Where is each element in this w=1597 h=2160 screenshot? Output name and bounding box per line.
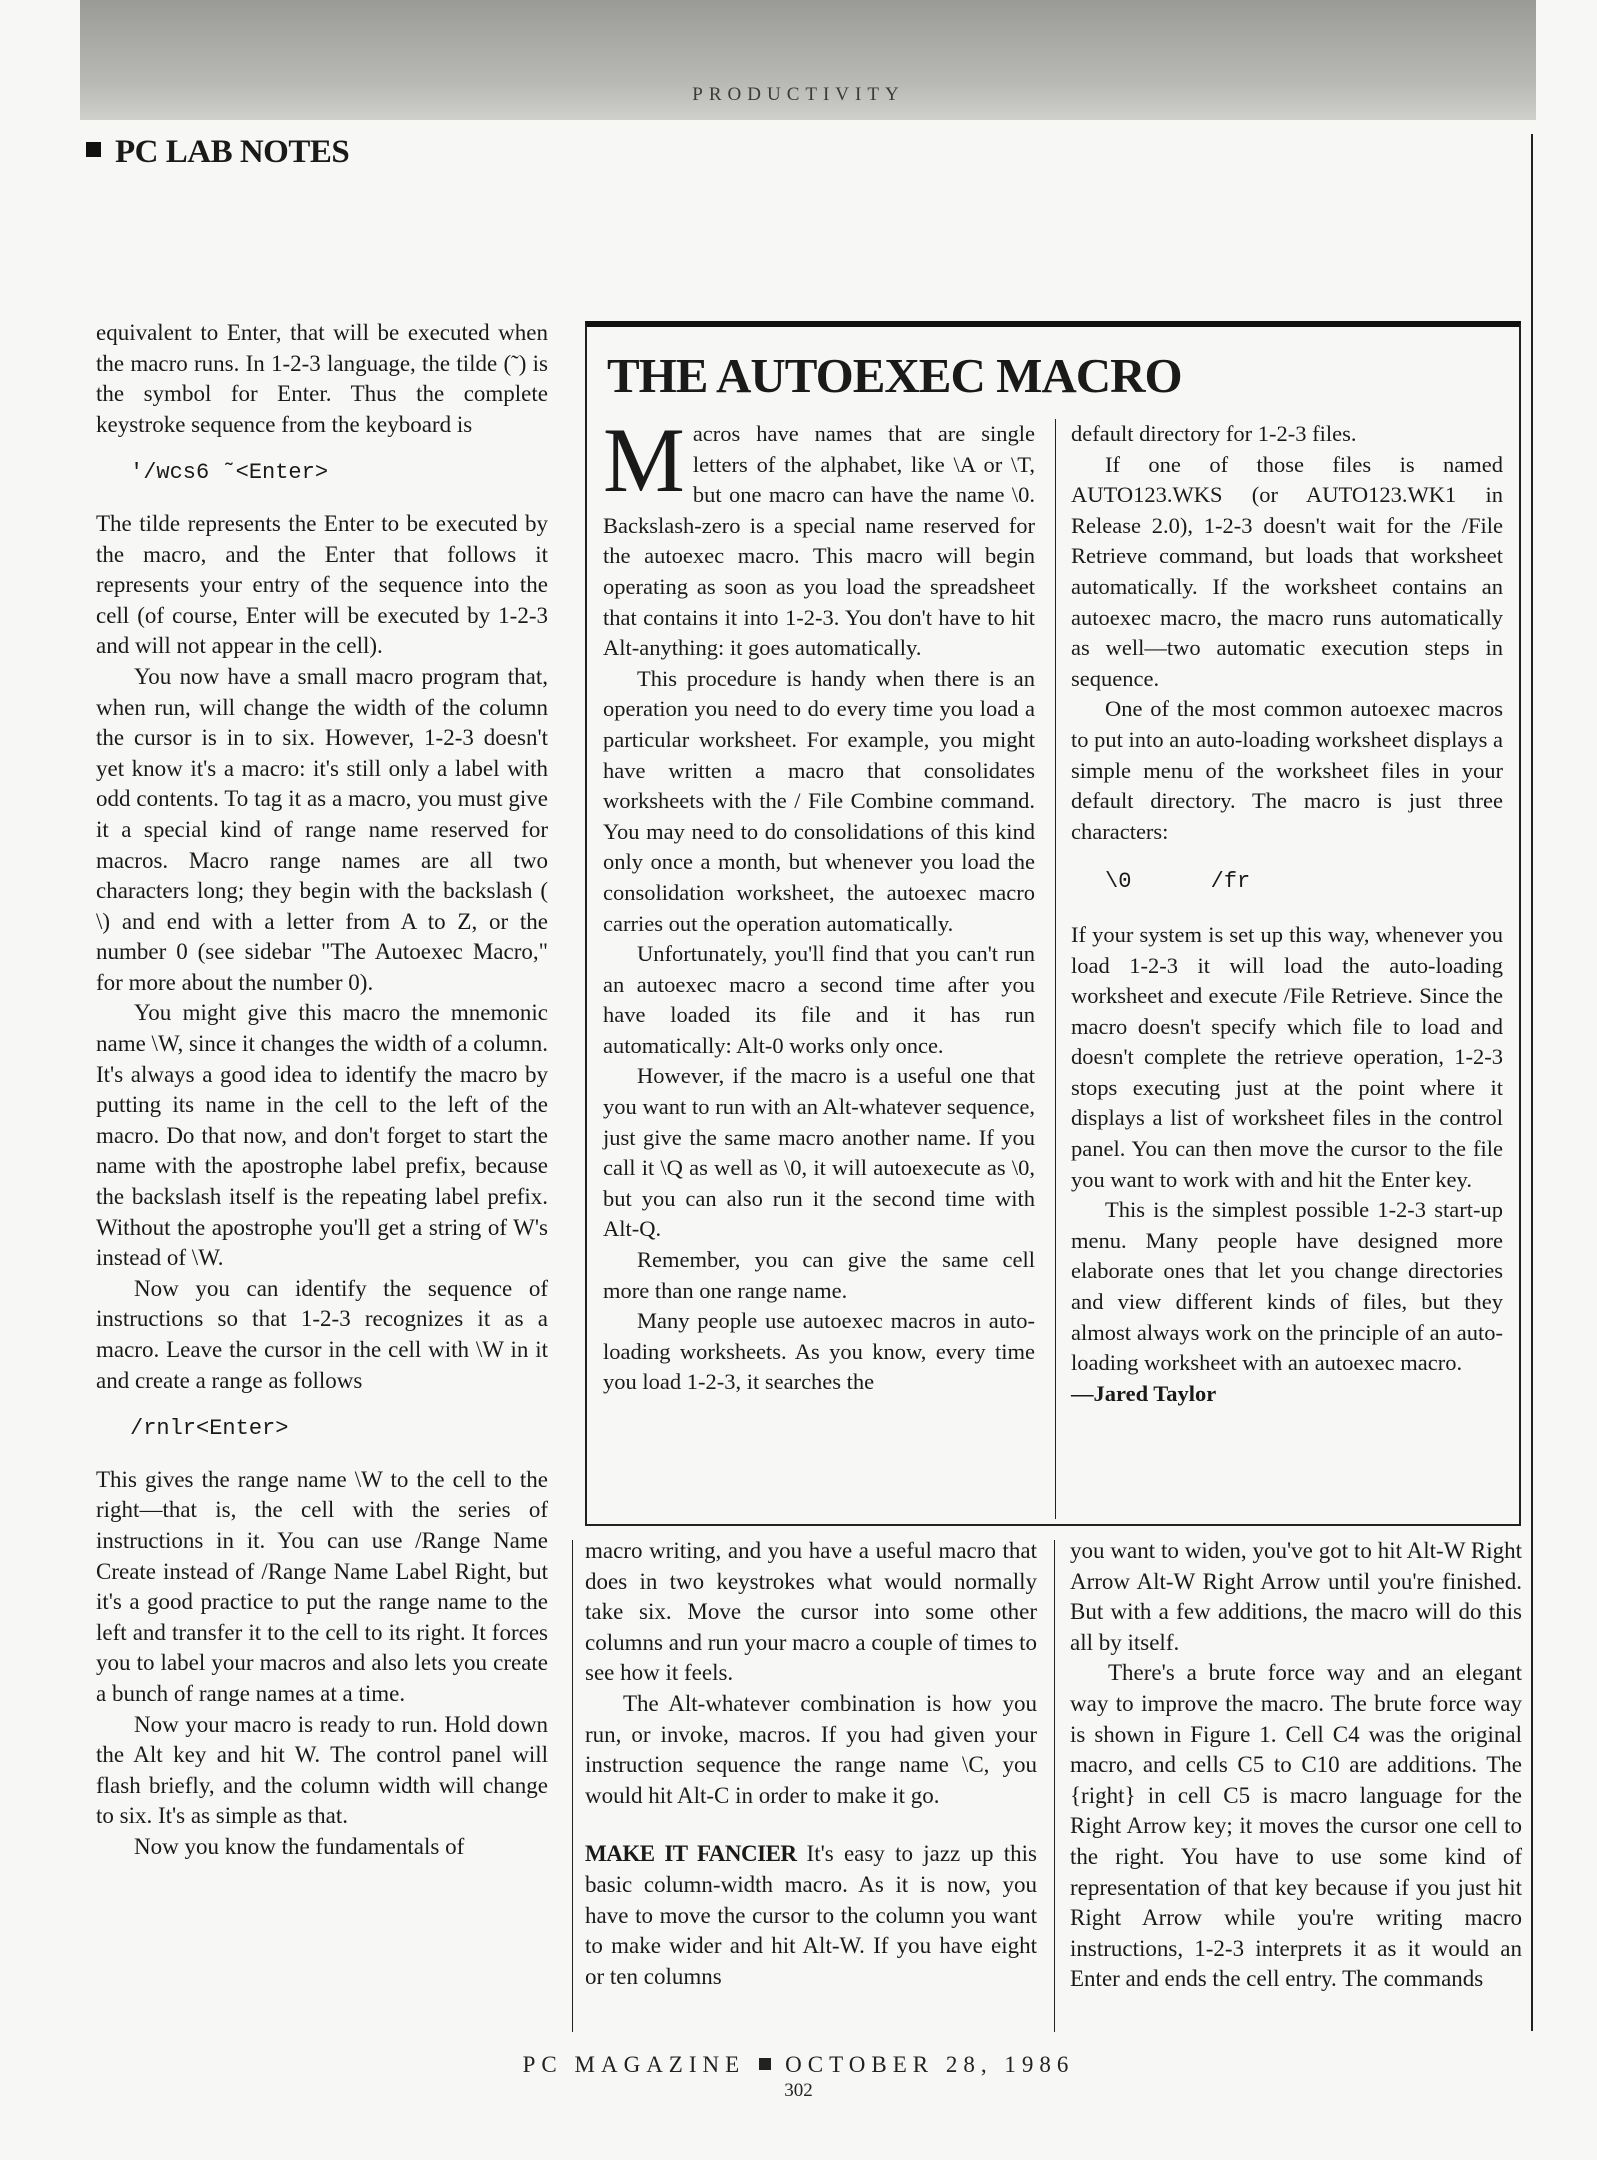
subheading: MAKE IT FANCIER bbox=[585, 1841, 797, 1867]
paragraph bbox=[585, 1839, 1037, 1992]
paragraph: Now you can identify the sequence of instructions so that 1-2-3 recognizes it as a macro. Leave the cursor in the cell with \W in it and create a range as follows bbox=[96, 1275, 548, 1393]
section-heading bbox=[86, 134, 349, 171]
paragraph: Unfortunately, you'll find that you can't run an autoexec macro a second time after you have loaded its file and it has run automatically: Alt-0 works only once. bbox=[603, 941, 1035, 1058]
author-signature: —Jared Taylor bbox=[1071, 1380, 1217, 1406]
sidebar-box bbox=[585, 321, 1521, 1526]
sidebar-column-2 bbox=[1071, 419, 1503, 1409]
column-rule-lower-2 bbox=[1054, 1540, 1055, 2032]
paragraph: If one of those files is named AUTO123.WKS (or AUTO123.WK1 in Release 2.0), 1-2-3 doesn't wait for the /File Retrieve command, but loads that worksheet automatically. If the worksheet contains an autoexec macro, the macro runs automatically as well—two automatic execution steps in sequence. bbox=[1071, 451, 1503, 691]
code-autoexec: \0 /fr bbox=[1105, 869, 1251, 895]
section-title: PC LAB NOTES bbox=[115, 134, 350, 170]
paragraph: One of the most common autoexec macros to put into an auto-loading worksheet displays a simple menu of the worksheet files in your default directory. The macro is just three characters: bbox=[1071, 696, 1503, 844]
article-column-1 bbox=[96, 318, 548, 1863]
paragraph: you want to widen, you've got to hit Alt-W Right Arrow Alt-W Right Arrow until you're finished. But with a few additions, the macro will do this all by itself. bbox=[1070, 1538, 1522, 1655]
paragraph-text: It's easy to jazz up this basic column-width macro. As it is now, you have to move the cursor to the column you want to make wider and hit Alt-W. If you have eight or ten columns bbox=[585, 1841, 1037, 1989]
section-tag: PRODUCTIVITY bbox=[692, 84, 905, 105]
paragraph: macro writing, and you have a useful macro that does in two keystrokes what would normally take six. Move the cursor into some other columns and run your macro a couple of times to see how it feels. bbox=[585, 1538, 1037, 1686]
paragraph: However, if the macro is a useful one that you want to run with an Alt-whatever sequence, just give the same macro another name. If you call it \Q as well as \0, it will autoexecute as \0, but you can also run it the second time with Alt-Q. bbox=[603, 1063, 1035, 1242]
magazine-name: PC MAGAZINE bbox=[522, 2052, 746, 2077]
bullet-square-icon bbox=[86, 142, 101, 157]
article-column-3 bbox=[1070, 1536, 1522, 1995]
sidebar-title: THE AUTOEXEC MACRO bbox=[607, 348, 1182, 403]
code-range-command: /rnlr<Enter> bbox=[130, 1416, 289, 1442]
paragraph-text: acros have names that are single letters of the alphabet, like \A or \T, but one macro can have the name \0. Backslash-zero is a special name reserved for the autoexec macro. This macro will begin operating as soon as you load the spreadsheet that contains it into 1-2-3. You don't have to hit Alt-anything: it goes automatically. bbox=[603, 421, 1035, 661]
drop-cap: M bbox=[603, 409, 685, 511]
right-rule bbox=[1531, 134, 1533, 2031]
paragraph: The Alt-whatever combination is how you run, or invoke, macros. If you had given your instruction sequence the range name \C, you would hit Alt-C in order to make it go. bbox=[585, 1690, 1037, 1808]
paragraph: default directory for 1-2-3 files. bbox=[1071, 421, 1357, 446]
paragraph bbox=[603, 409, 1035, 664]
paragraph: Now you know the fundamentals of bbox=[134, 1833, 465, 1859]
page-footer bbox=[0, 2052, 1597, 2078]
column-rule-lower-1 bbox=[572, 1540, 573, 2032]
paragraph: Now your macro is ready to run. Hold down the Alt key and hit W. The control panel will flash briefly, and the column width will change to six. It's as simple as that. bbox=[96, 1711, 548, 1829]
sidebar-column-rule bbox=[1055, 419, 1056, 1519]
paragraph: Remember, you can give the same cell more than one range name. bbox=[603, 1247, 1035, 1303]
paragraph: You might give this macro the mnemonic name \W, since it changes the width of a column. It's always a good idea to identify the macro by putting its name in the cell to the left of the macro. Do that now, and don't forget to start the name with the apostrophe label prefix, because the backslash itself is the repeating label prefix. Without the apostrophe you'll get a string of W's instead of \W. bbox=[96, 1000, 549, 1271]
paragraph: The tilde represents the Enter to be executed by the macro, and the Enter that follows it represents your entry of the sequence into the cell (of course, Enter will be executed by 1-2-3 and will not appear in the cell). bbox=[96, 510, 548, 659]
paragraph: This procedure is handy when there is an operation you need to do every time you load a particular worksheet. For example, you might have written a macro that consolidates worksheets with the / File Combine command. You may need to do consolidations of this kind only once a month, but whenever you load the consolidation worksheet, the autoexec macro carries out the operation automatically. bbox=[603, 665, 1035, 936]
paragraph: If your system is set up this way, whenever you load 1-2-3 it will load the auto-loading worksheet and execute /File Retrieve. Since the macro doesn't specify which file to load and doesn't complete the retrieve operation, 1-2-3 stops executing just at the point where it displays a list of worksheet files in the control panel. You can then move the cursor to the file you want to work with and hit the Enter key. bbox=[1071, 921, 1503, 1192]
paragraph: This gives the range name \W to the cell to the right—that is, the cell with the series of instructions in it. You can use /Range Name Create instead of /Range Name Label Right, but it's a good practice to put the range name to the left and transfer it to the cell to its right. It forces you to label your macros and also lets you create a bunch of range names at a time. bbox=[96, 1466, 548, 1706]
sidebar-column-1 bbox=[603, 409, 1035, 1398]
issue-date: OCTOBER 28, 1986 bbox=[785, 2052, 1075, 2077]
code-keystrokes: '/wcs6 ˜<Enter> bbox=[130, 460, 329, 486]
paragraph: This is the simplest possible 1-2-3 start-up menu. Many people have designed more elaborate ones that let you change directories and view different kinds of files, but they almost always work on the principle of an auto-loading worksheet with an autoexec macro. bbox=[1071, 1197, 1503, 1376]
article-column-2 bbox=[585, 1536, 1037, 1992]
paragraph: Many people use autoexec macros in auto-loading worksheets. As you know, every time you load 1-2-3, it searches the bbox=[603, 1308, 1035, 1395]
bullet-square-icon bbox=[759, 2058, 771, 2070]
paragraph: There's a brute force way and an elegant way to improve the macro. The brute force way is shown in Figure 1. Cell C4 was the original macro, and cells C5 to C10 are additions. The {right} in cell C5 is macro language for the Right Arrow key; it moves the cursor one cell to the right. You have to use some kind of representation of that key because if you just hit Right Arrow while you're writing macro instructions, 1-2-3 interprets it as it would an Enter and ends the cell entry. The commands bbox=[1070, 1660, 1522, 1992]
paragraph: You now have a small macro program that, when run, will change the width of the column the cursor is in to six. However, 1-2-3 doesn't yet know it's a macro: it's still only a label with odd contents. To tag it as a macro, you must give it a special kind of range name reserved for macros. Macro range names are all two characters long; they begin with the backslash ( \) and end with a letter from A to Z, or the number 0 (see sidebar "The Autoexec Macro," for more about the number 0). bbox=[96, 663, 548, 995]
paragraph: equivalent to Enter, that will be executed when the macro runs. In 1-2-3 language, the tilde (˜) is the symbol for Enter. Thus the complete keystroke sequence from the keyboard is bbox=[96, 320, 548, 437]
page-number: 302 bbox=[784, 2080, 813, 2101]
